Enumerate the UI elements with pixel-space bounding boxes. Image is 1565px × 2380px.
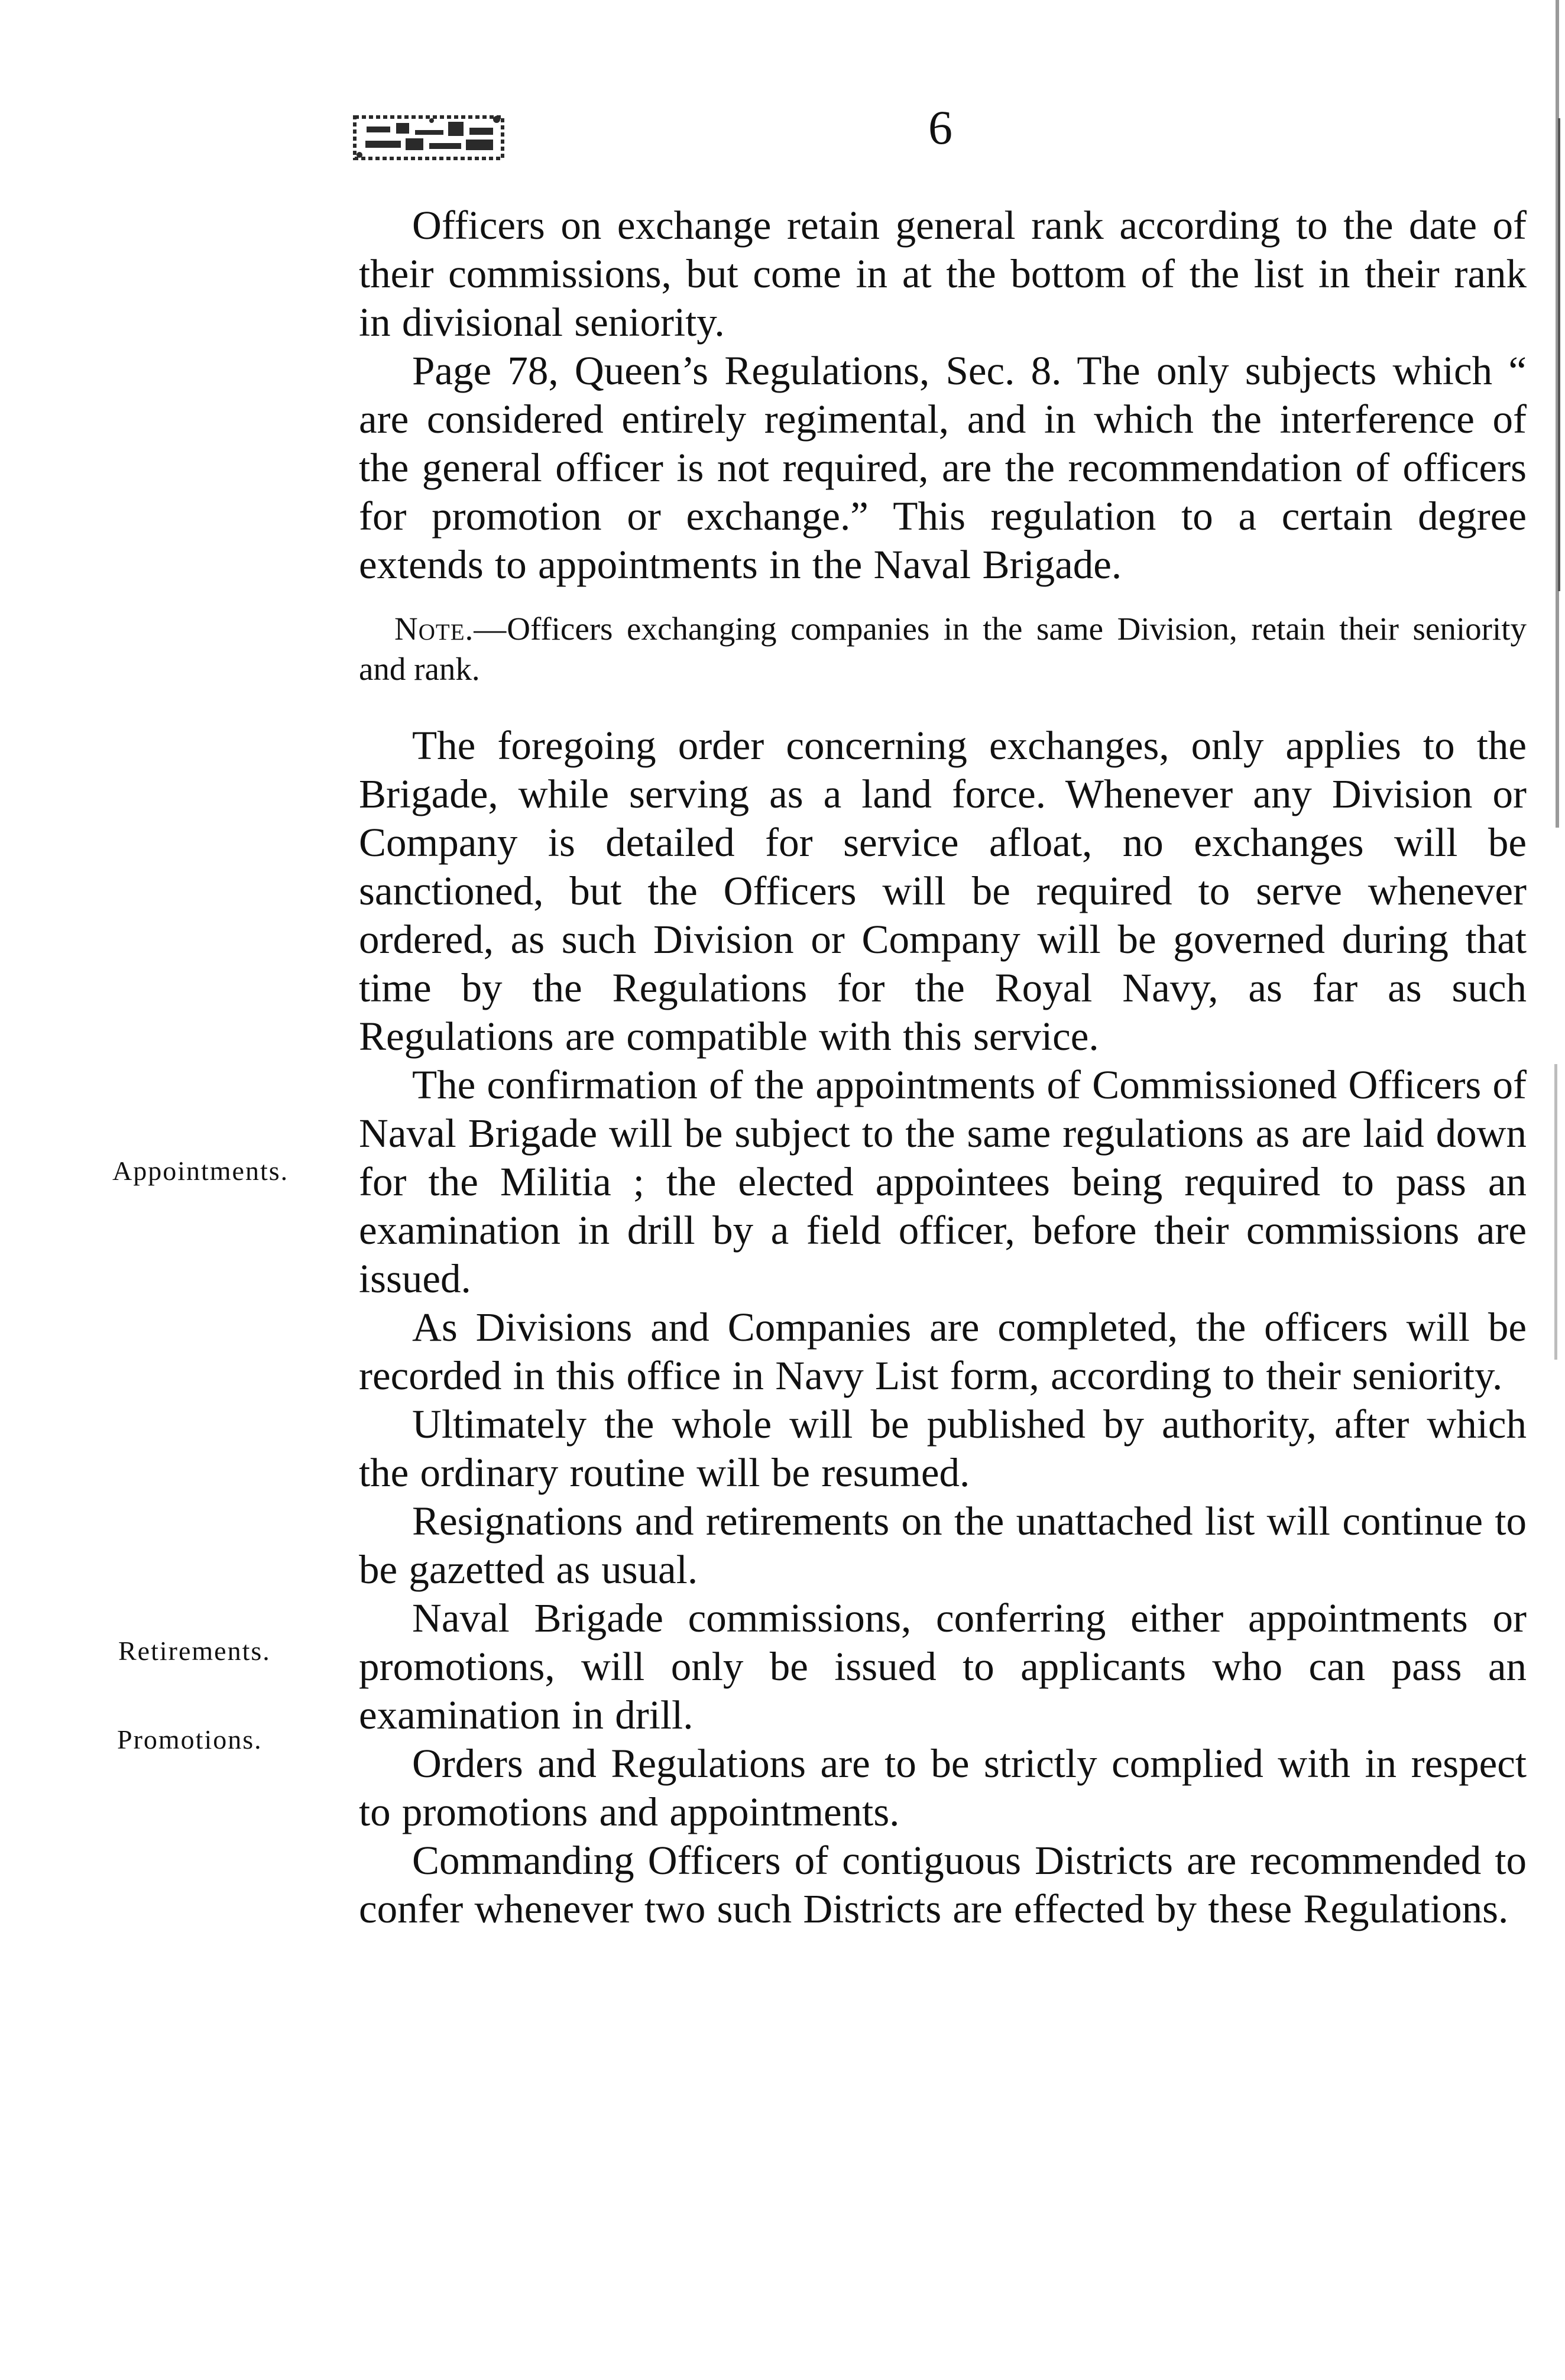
margin-note-appointments: Appointments.	[112, 1156, 289, 1186]
paragraph-published: Ultimately the whole will be published by authority, after which the ordinary routine will be resumed.	[359, 1402, 1527, 1495]
paragraph-exchange-rank: Officers on exchange retain general rank according to the date of their commissions, but come in at the bottom of the list in their rank in divisional seniority.	[359, 203, 1527, 345]
paragraph-appointments: The confirmation of the appointments of Commissioned Officers of Naval Brigade will be subject to the same regulations as are laid down for the Militia ; the elected appointees being required to pass an examination in drill by a field officer, before their commissions are issued.	[359, 1062, 1527, 1301]
note	[359, 609, 1527, 689]
page-number: 6	[928, 100, 952, 154]
body-text	[359, 201, 1527, 1933]
paragraph-queens-regulations: Page 78, Queen’s Regulations, Sec. 8. The only subjects which “ are considered entirely regimental, and in which the interference of the general officer is not required, are the recommendation of officers for promotion or exchange.” This regulation to a certain degree extends to appointments in the Naval Brigade.	[359, 348, 1527, 587]
paragraph-compliance: Orders and Regulations are to be strictly complied with in respect to promotions and appointments.	[359, 1741, 1527, 1834]
note-text: Officers exchanging companies in the same Division, retain their seniority and rank.	[359, 611, 1527, 687]
library-stamp-mark	[349, 106, 526, 171]
paragraph-contiguous-districts: Commanding Officers of contiguous Districts are recommended to confer whenever two such Districts are effected by these Regulations.	[359, 1838, 1527, 1931]
paragraph-retirements: Resignations and retirements on the unattached list will continue to be gazetted as usual.	[359, 1499, 1527, 1592]
margin-note-retirements: Retirements.	[118, 1636, 271, 1666]
margin-note-promotions: Promotions.	[117, 1724, 263, 1755]
paragraph-promotions: Naval Brigade commissions, conferring either appointments or promotions, will only be issued to applicants who can pass an examination in drill.	[359, 1596, 1527, 1737]
scan-edge-shadow	[1552, 0, 1565, 2380]
paragraph-land-force: The foregoing order concerning exchanges, only applies to the Brigade, while serving as a land force. Whenever any Division or Company is detailed for service afloat, no exchanges will be sanctioned, but the Officers will be required to serve whenever ordered, as such Division or Company will be governed during that time by the Regulations for the Royal Navy, as far as such Regulations are compatible with this service.	[359, 723, 1527, 1059]
note-label: Note.—	[394, 611, 507, 647]
paragraph-navy-list: As Divisions and Companies are completed, the officers will be recorded in this office in Navy List form, according to their seniority.	[359, 1305, 1527, 1398]
